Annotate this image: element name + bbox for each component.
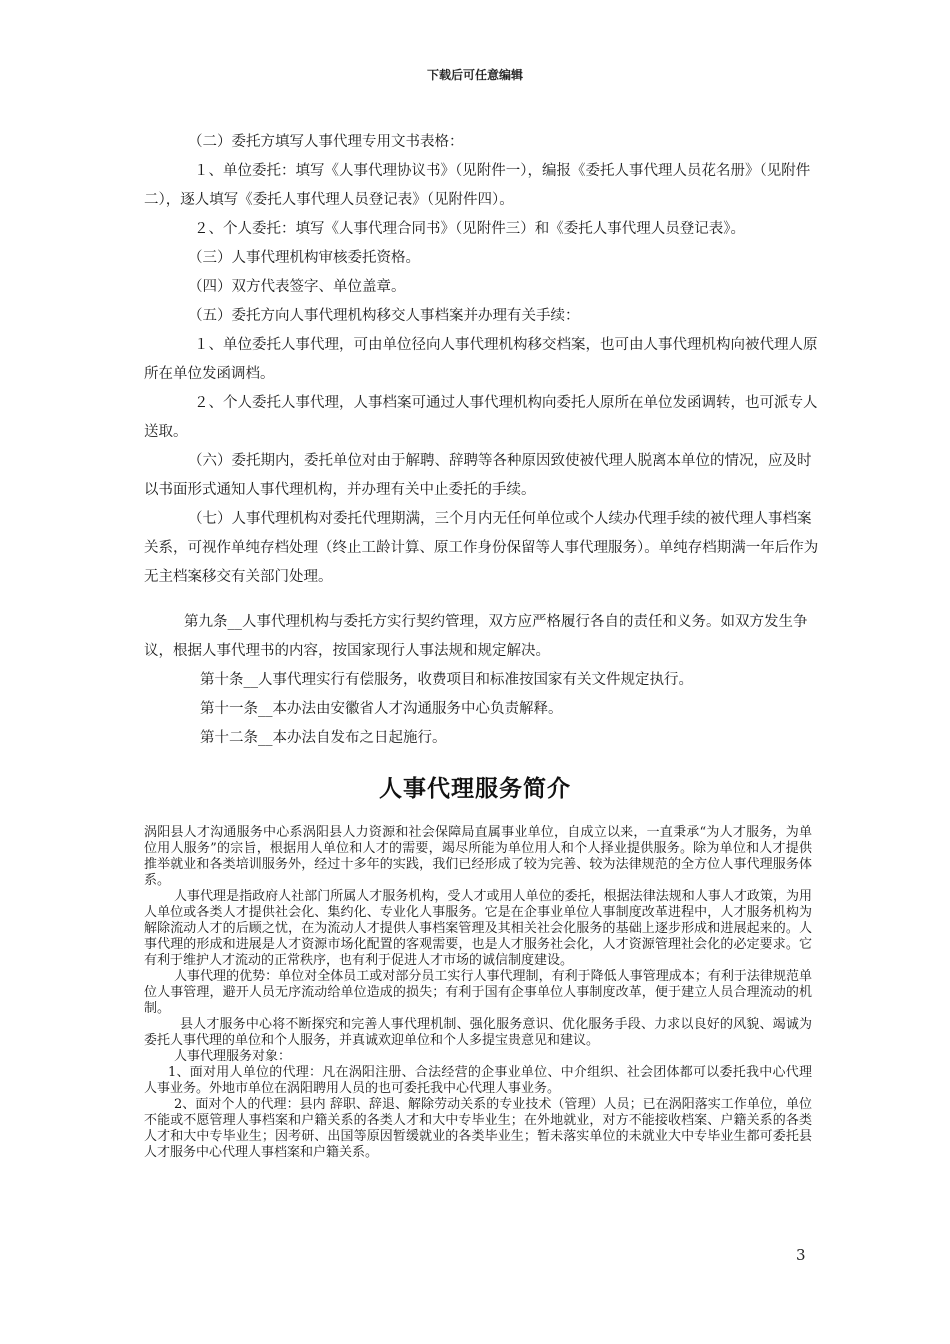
page-number: 3 [796,1246,806,1264]
intro-paragraph: 县人才服务中心将不断探究和完善人事代理机制、强化服务意识、优化服务手段、力求以良好的风貌、竭诚为委托人事代理的单位和个人服务，并真诚欢迎单位和个人多提宝贵意见和建议。 [144,1017,812,1048]
intro-paragraph: 2、面对个人的代理：县内 辞职、辞退、解除劳动关系的专业技术（管理）人员；已在涡阳落实工作单位，单位不能或不愿管理人事档案和户籍关系的各类人才和大中专毕业生；在外地就业，对方不能接收档案、户籍关系的各类人才和大中专毕业生；因考研、出国等原因暂缓就业的各类毕业生；暂未落实单位的未就业大中专毕业生都可委托县人才服务中心代理人事档案和户籍关系。 [144,1097,812,1160]
section-title: 人事代理服务简介 [379,776,571,802]
paragraph: １、单位委托人事代理，可由单位径向人事代理机构移交档案，也可由人事代理机构向被代理人原所在单位发函调档。 [144,337,818,382]
paragraph: （四）双方代表签字、单位盖章。 [188,279,406,295]
article-paragraph: 第十二条__本办法自发布之日起施行。 [200,730,447,746]
intro-paragraph: 人事代理的优势：单位对全体员工或对部分员工实行人事代理制，有利于降低人事管理成本；有利于法律规范单位人事管理，避开人员无序流动给单位造成的损失；有利于国有企事单位人事制度改革，便于建立人员合理流动的机制。 [144,969,812,1016]
paragraph: （五）委托方向人事代理机构移交人事档案并办理有关手续： [188,308,580,324]
paragraph: １、单位委托：填写《人事代理协议书》（见附件一），编报《委托人事代理人员花名册》（见附件二），逐人填写《委托人事代理人员登记表》（见附件四）。 [144,163,811,208]
paragraph: ２、个人委托：填写《人事代理合同书》（见附件三）和《委托人事代理人员登记表》。 [194,221,745,237]
intro-paragraph: 涡阳县人才沟通服务中心系涡阳县人力资源和社会保障局直属事业单位，自成立以来，一直秉承“为人才服务，为单位用人服务”的宗旨，根据用人单位和人才的需要，竭尽所能为单位用人和个人择业提供服务。除为单位和人才提供推举就业和各类培训服务外，经过十多年的实践，我们已经形成了较为完善、较为法律规范的全方位人事代理服务体系。 [144,825,812,888]
paragraph: （六）委托期内，委托单位对由于解聘、辞聘等各种原因致使被代理人脱离本单位的情况，应及时以书面形式通知人事代理机构，并办理有关中止委托的手续。 [144,453,812,498]
introduction-section [144,825,812,1161]
article-paragraph: 第十一条__本办法由安徽省人才沟通服务中心负责解释。 [200,701,563,717]
intro-paragraph: 人事代理是指政府人社部门所属人才服务机构，受人才或用人单位的委托，根据法律法规和人事人才政策，为用人单位或各类人才提供社会化、集约化、专业化人事服务。它是在企事业单位人事制度改革进程中，人才服务机构为解除流动人才的后顾之忧，在为流动人才提供人事档案管理及其相关社会化服务的基础上逐步形成和进展起来的。人事代理的形成和进展是人才资源市场化配置的客观需要，也是人才服务社会化，人才资源管理社会化的必定要求。它有利于维护人才流动的正常秩序，也有利于促进人才市场的诚信制度建设。 [144,889,812,968]
paragraph: （二）委托方填写人事代理专用文书表格： [188,134,464,150]
article-paragraph: 第九条__人事代理机构与委托方实行契约管理，双方应严格履行各自的责任和义务。如双方发生争议，根据人事代理书的内容，按国家现行人事法规和规定解决。 [144,614,808,659]
paragraph: （三）人事代理机构审核委托资格。 [188,250,420,266]
articles-section [144,608,824,753]
intro-paragraph: 人事代理服务对象： [174,1049,292,1064]
paragraph: ２、个人委托人事代理，人事档案可通过人事代理机构向委托人原所在单位发函调转，也可派专人送取。 [144,395,818,440]
paragraph: （七）人事代理机构对委托代理期满，三个月内无任何单位或个人续办代理手续的被代理人事档案关系，可视作单纯存档处理（终止工龄计算、原工作身份保留等人事代理服务）。单纯存档期满一年后作为无主档案移交有关部门处理。 [144,511,819,585]
article-paragraph: 第十条__人事代理实行有偿服务，收费项目和标准按国家有关文件规定执行。 [200,672,693,688]
intro-paragraph: 1、面对用人单位的代理：凡在涡阳注册、合法经营的企事业单位、中介组织、社会团体都可以委托我中心代理人事业务。外地市单位在涡阳聘用人员的也可委托我中心代理人事业务。 [144,1065,812,1096]
page-header: 下载后可任意编辑 [426,68,523,82]
procedure-section [144,128,824,592]
